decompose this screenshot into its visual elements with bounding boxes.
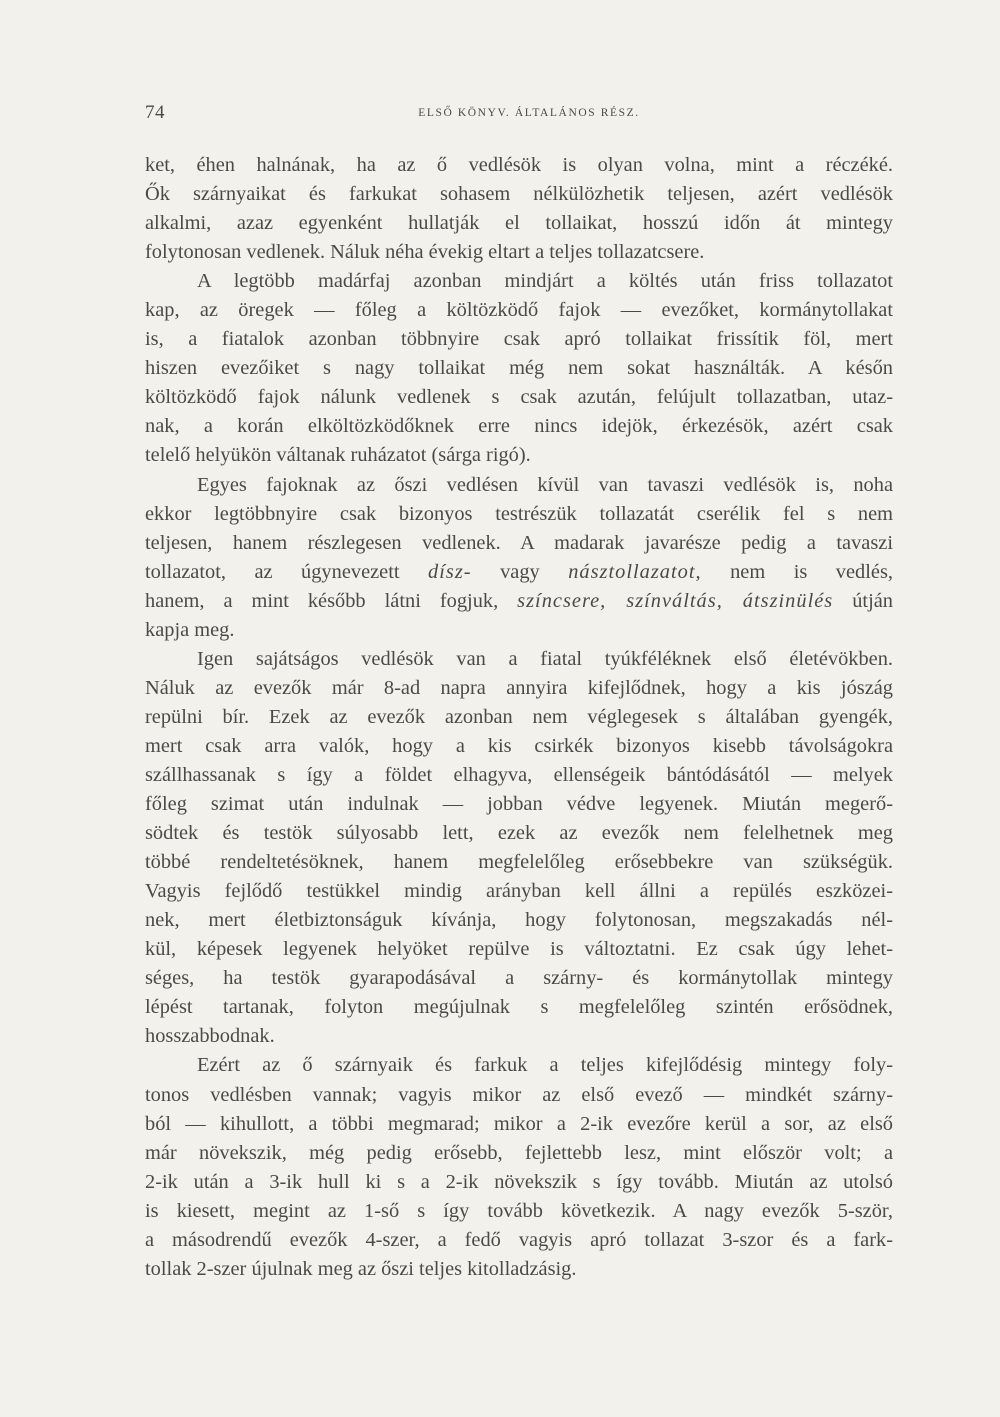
paragraph-2 (145, 267, 893, 470)
text-line: séges, ha testök gyarapodásával a szárny- és kormánytollak mintegy (145, 967, 893, 990)
text-line: nek, mert életbiztonságuk kívánja, hogy folytonosan, megszakadás nél- (145, 909, 893, 932)
text-run: nem is vedlés, (701, 560, 893, 583)
text-line: A legtöbb madárfaj azonban mindjárt a költés után friss tollazatot (197, 270, 893, 293)
text-line: alkalmi, azaz egyenként hullatják el tollaikat, hosszú időn át mintegy (145, 212, 893, 235)
paragraph-5 (145, 1051, 893, 1283)
page-number: 74 (145, 102, 165, 123)
text-line: a másodrendű evezők 4-szer, a fedő vagyis apró tollazat 3-szor és a fark- (145, 1228, 893, 1251)
text-line: Vagyis fejlődő testükkel mindig arányban kell állni a repülés eszközei- (145, 880, 893, 903)
text-run: tollazatot, az úgynevezett (145, 560, 429, 583)
text-line: szállhassanak s így a földet elhagyva, ellenségeik bántódásától — melyek (145, 763, 893, 786)
text-line-with-italics (145, 558, 893, 587)
text-line: ból — kihullott, a többi megmarad; mikor a 2-ik evezőre kerül a sor, az első (145, 1112, 893, 1135)
text-line: tollak 2-szer újulnak meg az őszi teljes kitolladzásig. (145, 1257, 577, 1280)
text-line: már növekszik, még pedig erősebb, fejlettebb lesz, mint először volt; a (145, 1141, 893, 1164)
text-line: Ők szárnyaikat és farkukat sohasem nélkülözhetik teljesen, azért vedlésök (145, 183, 893, 206)
text-line: is kiesett, megint az 1-ső s így tovább következik. A nagy evezők 5-ször, (145, 1199, 893, 1222)
text-line: is, a fiatalok azonban többnyire csak apró tollaikat frissítik föl, mert (145, 328, 893, 351)
paragraph-1 (145, 151, 893, 267)
text-line: Ezért az ő szárnyaik és farkuk a teljes kifejlődésig mintegy foly- (197, 1054, 893, 1077)
text-line: főleg szimat után indulnak — jobban védve legyenek. Miután megerő- (145, 793, 893, 816)
text-run: vagy (471, 560, 569, 583)
body-text (145, 151, 893, 1284)
text-run: útján (833, 589, 893, 612)
italic-term: dísz- (428, 560, 472, 583)
text-line: kül, képesek legyenek helyöket repülve is változtatni. Ez csak úgy lehet- (145, 938, 893, 961)
text-line: ket, éhen halnának, ha az ő vedlésök is olyan volna, mint a réczéké. (145, 154, 893, 176)
italic-term: színcsere, színváltás, átszinülés (517, 589, 834, 612)
text-line: lépést tartanak, folyton megújulnak s megfelelőleg szintén erősödnek, (145, 996, 893, 1019)
text-line: mert csak arra valók, hogy a kis csirkék bizonyos kisebb távolságokra (145, 734, 893, 757)
text-line: tonos vedlésben vannak; vagyis mikor az első evező — mindkét szárny- (145, 1083, 893, 1106)
text-line: többé rendeltetésöknek, hanem megfelelőleg erősebbekre van szükségük. (145, 851, 893, 874)
text-line: repülni bír. Ezek az evezők azonban nem véglegesek s általában gyengék, (145, 705, 893, 728)
paragraph-4 (145, 645, 893, 1052)
text-line: nak, a korán elköltözködőknek erre nincs idejök, érkezésök, azért csak (145, 415, 893, 438)
paragraph-3 (145, 471, 893, 645)
text-line: Náluk az evezők már 8-ad napra annyira kifejlődnek, hogy a kis jószág (145, 676, 893, 699)
text-line: hiszen evezőiket s nagy tollaikat még nem sokat használták. A későn (145, 357, 893, 380)
text-run: hanem, a mint később látni fogjuk, (145, 589, 518, 612)
text-line: 2-ik után a 3-ik hull ki s a 2-ik növekszik s így tovább. Miután az utolsó (145, 1170, 893, 1193)
text-line: folytonosan vedlenek. Náluk néha évekig eltart a teljes tollazatcsere. (145, 241, 705, 264)
text-line: ekkor legtöbbnyire csak bizonyos testrészük tollazatát cserélik fel s nem (145, 502, 893, 525)
running-title: ELSŐ KÖNYV. ÁLTALÁNOS RÉSZ. (418, 107, 640, 119)
text-line: södtek és testök súlyosabb lett, ezek az evezők nem felelhetnek meg (145, 822, 893, 845)
text-line: teljesen, hanem részlegesen vedlenek. A madarak javarésze pedig a tavaszi (145, 531, 893, 554)
italic-term: násztollazatot, (568, 560, 702, 583)
text-line: kap, az öregek — főleg a költözködő fajok — evezőket, kormánytollakat (145, 299, 893, 322)
text-line-with-italics (145, 587, 893, 616)
running-head (145, 100, 893, 130)
text-line: költözködő fajok nálunk vedlenek s csak azután, felújult tollazatban, utaz- (145, 386, 893, 409)
text-line: Egyes fajoknak az őszi vedlésen kívül van tavaszi vedlésök is, noha (197, 473, 893, 496)
text-line: telelő helyükön váltanak ruházatot (sárga rigó). (145, 444, 531, 467)
text-line: kapja meg. (145, 618, 235, 641)
text-line: hosszabbodnak. (145, 1025, 275, 1048)
text-line: Igen sajátságos vedlésök van a fiatal tyúkféléknek első életévökben. (197, 647, 893, 670)
